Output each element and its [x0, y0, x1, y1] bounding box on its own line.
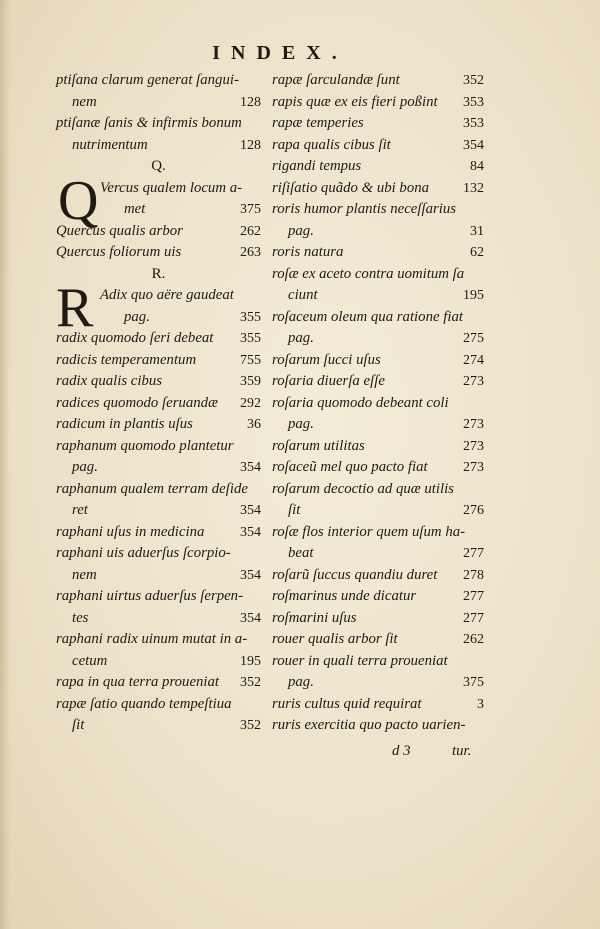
index-entry — [56, 328, 261, 350]
entry-page: 359 — [240, 374, 261, 389]
index-entry — [272, 608, 484, 630]
index-entry — [272, 221, 484, 243]
entry-page: 273 — [463, 438, 484, 454]
index-entry — [272, 522, 484, 544]
entry-text: pag. — [288, 416, 314, 432]
entry-text: roſaria quomodo debeant coli — [272, 394, 449, 411]
entry-page: 353 — [463, 94, 484, 110]
right-column — [272, 70, 484, 737]
entry-text: roſmarinus unde dicatur — [272, 588, 417, 604]
index-entry — [272, 242, 484, 264]
entry-page: 352 — [240, 718, 261, 733]
entry-text: riſiſatio quãdo & ubi bona — [272, 179, 430, 196]
entry-text: Quercus qualis arbor — [56, 222, 183, 239]
index-entry — [272, 113, 484, 135]
entry-page: 36 — [247, 417, 261, 432]
entry-text: rapa qualis cibus ſit — [272, 136, 391, 153]
index-entry — [272, 565, 484, 587]
entry-text: raphanum quomodo plantetur — [56, 437, 234, 454]
index-entry — [56, 135, 261, 157]
index-entry — [56, 672, 261, 694]
entry-text: ruris exercitia quo pacto uarien- — [272, 717, 466, 733]
entry-page: 278 — [463, 567, 484, 583]
entry-page: 276 — [463, 503, 484, 518]
index-entry — [272, 479, 484, 501]
entry-page: 3 — [477, 696, 484, 712]
index-entry — [56, 694, 261, 716]
entry-page: 273 — [463, 374, 484, 389]
index-entry — [272, 672, 484, 694]
entry-text: roſmarini uſus — [272, 609, 357, 626]
entry-page: 354 — [240, 524, 261, 540]
index-entry — [56, 715, 261, 737]
entry-text: met — [124, 201, 146, 217]
left-entries-top — [56, 70, 261, 156]
index-entry — [56, 586, 261, 608]
entry-text: raphani uſus in medicina — [56, 523, 205, 540]
entry-text: ſit — [288, 502, 301, 518]
entry-page: 128 — [240, 94, 261, 110]
entry-page: 262 — [240, 223, 261, 239]
entry-page: 354 — [240, 503, 261, 518]
drop-cap-r: R — [56, 277, 94, 339]
entry-text: roſarum utilitas — [272, 437, 365, 454]
entry-text: nutrimentum — [72, 136, 148, 153]
index-entry — [272, 178, 484, 200]
entry-text: beat — [288, 545, 314, 561]
index-entry — [56, 522, 261, 544]
index-entry — [56, 543, 261, 565]
entry-page: 62 — [470, 245, 484, 260]
index-entry — [56, 414, 261, 436]
index-entry — [56, 371, 261, 393]
entry-page: 354 — [240, 610, 261, 626]
entry-text: nem — [72, 93, 97, 110]
index-entry — [56, 457, 261, 479]
index-entry — [272, 436, 484, 458]
index-entry — [272, 543, 484, 565]
entry-text: ſit — [72, 717, 85, 733]
entry-text: raphanum qualem terram deſide — [56, 480, 248, 497]
entry-page: 195 — [240, 653, 261, 669]
index-entry — [56, 350, 261, 372]
q-entries — [56, 221, 261, 264]
entry-text: Vercus qualem locum a- — [100, 179, 243, 196]
left-column — [56, 70, 261, 737]
entry-text: raphani uis aduerſus ſcorpio- — [56, 545, 231, 561]
index-entry — [272, 135, 484, 157]
entry-page: 375 — [463, 675, 484, 690]
entry-page: 262 — [463, 632, 484, 647]
entry-text: ruris cultus quid requirat — [272, 695, 422, 712]
index-entry — [272, 70, 484, 92]
index-entry — [272, 350, 484, 372]
entry-text: roris humor plantis neceſſarius — [272, 201, 457, 217]
index-entry — [272, 457, 484, 479]
index-entry — [272, 92, 484, 114]
entry-text: Adix quo aëre gaudeat — [100, 287, 234, 303]
index-entry — [56, 436, 261, 458]
entry-text: rapis quæ ex eis fieri poßint — [272, 93, 438, 110]
index-entry — [56, 500, 261, 522]
entry-page: 275 — [463, 331, 484, 346]
entry-page: 353 — [463, 116, 484, 131]
entry-text: raphani radix uinum mutat in a- — [56, 631, 248, 647]
index-entry — [272, 393, 484, 415]
index-entry — [56, 242, 261, 264]
index-entry — [272, 715, 484, 737]
index-entry — [56, 629, 261, 651]
entry-text: rouer in quali terra proueniat — [272, 652, 448, 669]
entry-text: rapæ temperies — [272, 115, 364, 131]
entry-page: 274 — [463, 352, 484, 368]
entry-text: radicis temperamentum — [56, 351, 197, 368]
index-entry — [272, 651, 484, 673]
entry-text: nem — [72, 566, 97, 583]
entry-text: rigandi tempus — [272, 158, 362, 174]
entry-page: 132 — [463, 180, 484, 196]
index-entry — [56, 92, 261, 114]
entry-text: rapa in qua terra proueniat — [56, 674, 220, 690]
entry-page: 277 — [463, 546, 484, 561]
entry-page: 352 — [463, 73, 484, 88]
r-entries — [56, 328, 261, 737]
entry-text: roſaria diuerſa eſſe — [272, 373, 385, 389]
index-entry — [272, 199, 484, 221]
entry-text: radix qualis cibus — [56, 373, 163, 389]
entry-text: cetum — [72, 652, 108, 669]
index-entry — [272, 307, 484, 329]
entry-page: 195 — [463, 288, 484, 303]
entry-page: 755 — [240, 352, 261, 368]
entry-page: 352 — [240, 675, 261, 690]
index-entry — [272, 629, 484, 651]
entry-page: 355 — [240, 331, 261, 346]
index-entry — [272, 328, 484, 350]
entry-page: 263 — [240, 245, 261, 260]
index-entry — [56, 113, 261, 135]
right-entries — [272, 70, 484, 737]
entry-page: 273 — [463, 460, 484, 475]
index-entry — [272, 414, 484, 436]
entry-page: 277 — [463, 589, 484, 604]
index-entry — [272, 285, 484, 307]
entry-page: 277 — [463, 610, 484, 626]
entry-text: roris natura — [272, 244, 344, 260]
entry-text: ptiſana clarum generat ſangui- — [56, 72, 239, 88]
entry-text: pag. — [124, 308, 150, 325]
section-q-label: Q. — [151, 158, 166, 174]
entry-text: roſæ ex aceto contra uomitum ſa — [272, 265, 465, 282]
page-title: INDEX. — [212, 42, 348, 64]
entry-text: rouer qualis arbor ſit — [272, 631, 398, 647]
entry-text: roſarum ſucci uſus — [272, 351, 381, 368]
entry-text: raphani uirtus aduerſus ſerpen- — [56, 588, 244, 604]
entry-text: ptiſanæ ſanis & infirmis bonum — [56, 115, 242, 131]
entry-page: 273 — [463, 417, 484, 432]
index-entry — [272, 264, 484, 286]
entry-page: 31 — [470, 223, 484, 239]
drop-cap-q: Q — [58, 169, 99, 232]
entry-text: roſaceũ mel quo pacto fiat — [272, 459, 428, 475]
index-entry — [272, 371, 484, 393]
index-entry — [56, 393, 261, 415]
entry-text: ret — [72, 502, 88, 518]
index-entry — [272, 694, 484, 716]
entry-page: 354 — [463, 137, 484, 153]
index-entry — [56, 608, 261, 630]
entry-text: radicum in plantis uſus — [56, 416, 193, 432]
entry-text: roſæ flos interior quem uſum ha- — [272, 523, 466, 540]
entry-page: 354 — [240, 567, 261, 583]
entry-page: 375 — [240, 202, 261, 217]
index-entry — [272, 586, 484, 608]
entry-text: pag. — [288, 674, 314, 690]
index-entry — [272, 500, 484, 522]
entry-text: ciunt — [288, 287, 318, 303]
entry-text: radix quomodo ſeri debeat — [56, 330, 214, 346]
entry-page: 128 — [240, 137, 261, 153]
section-r-label: R. — [151, 265, 166, 282]
entry-text: Quercus foliorum uis — [56, 244, 182, 260]
entry-page: 292 — [240, 395, 261, 411]
entry-text: roſarum decoctio ad quæ utilis — [272, 480, 454, 497]
index-entry — [56, 651, 261, 673]
entry-text: rapæ ſatio quando tempeſtiua — [56, 695, 232, 712]
entry-text: roſarũ ſuccus quandiu duret — [272, 566, 438, 583]
entry-text: tes — [72, 609, 89, 626]
index-entry — [56, 70, 261, 92]
entry-text: pag. — [72, 459, 98, 475]
signature-mark: d 3 — [392, 743, 411, 759]
index-entry — [272, 156, 484, 178]
index-entry — [56, 221, 261, 243]
entry-page: 355 — [240, 309, 261, 325]
entry-page: 84 — [470, 159, 484, 174]
index-entry — [56, 479, 261, 501]
entry-text: pag. — [288, 330, 314, 346]
index-entry — [56, 565, 261, 587]
entry-text: radices quomodo ſeruandæ — [56, 394, 218, 411]
entry-text: roſaceum oleum qua ratione fiat — [272, 308, 463, 325]
catchword: tur. — [452, 743, 472, 759]
entry-page: 354 — [240, 460, 261, 475]
entry-text: pag. — [288, 222, 314, 239]
entry-text: rapæ ſarculandæ ſunt — [272, 72, 400, 88]
